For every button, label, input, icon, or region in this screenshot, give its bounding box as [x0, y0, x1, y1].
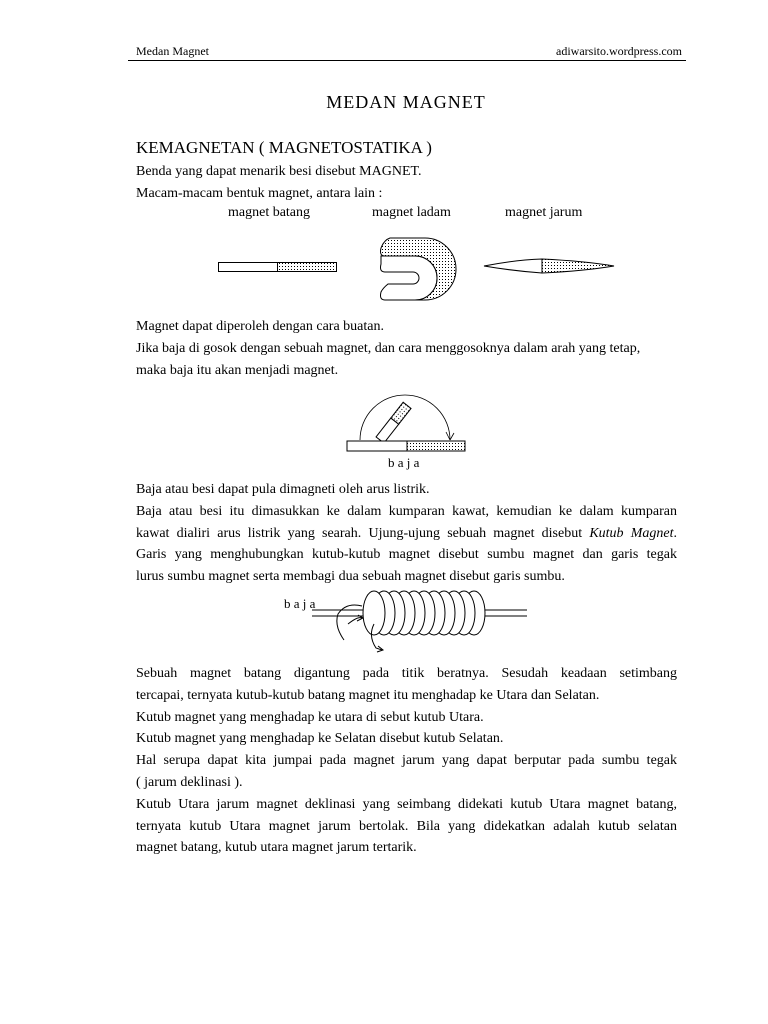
making-line-1: Magnet dapat diperoleh dengan cara buatan.	[136, 319, 385, 334]
section-heading: KEMAGNETAN ( MAGNETOSTATIKA )	[136, 138, 432, 157]
bar-magnet-figure	[218, 262, 338, 274]
electric-line-4: Garis yang menghubungkan kutub-kutub magnet disebut sumbu magnet dan garis tegak	[136, 547, 677, 563]
label-bar-magnet: magnet batang	[228, 205, 311, 220]
page-title: MEDAN MAGNET	[326, 92, 486, 112]
making-line-3: maka baja itu akan menjadi magnet.	[136, 362, 339, 378]
poles-line-2: tercapai, ternyata kutub-kutub batang magnet itu menghadap ke Utara dan Selatan.	[136, 687, 600, 703]
intro-paragraph	[136, 161, 677, 205]
label-rubbing-baja: b a j a	[388, 455, 420, 470]
poles-line-7: Kutub Utara jarum magnet deklinasi yang seimbang didekati kutub Utara magnet batang,	[136, 796, 677, 812]
poles-line-8: ternyata kutub Utara magnet jarum bertolak. Bila yang didekatkan adalah kutub selatan	[136, 818, 677, 834]
poles-line-4: Kutub magnet yang menghadap ke Selatan disebut kutub Selatan.	[136, 731, 504, 747]
electric-line-3-text: kawat dialiri arus listrik yang searah. Ujung-ujung sebuah magnet disebut	[136, 525, 590, 541]
rubbing-figure	[346, 388, 468, 454]
poles-paragraph	[136, 663, 677, 859]
page-header	[128, 44, 686, 61]
horseshoe-magnet-figure	[375, 236, 459, 308]
needle-magnet-figure	[484, 258, 616, 278]
kutub-magnet-term: Kutub Magnet	[589, 525, 674, 541]
coil-figure	[312, 588, 532, 658]
intro-line-1: Benda yang dapat menarik besi disebut MAGNET.	[136, 164, 422, 179]
poles-line-3: Kutub magnet yang menghadap ke utara di sebut kutub Utara.	[136, 709, 484, 725]
label-horseshoe-magnet: magnet ladam	[372, 205, 451, 220]
electric-line-5: lurus sumbu magnet serta membagi dua sebuah magnet disebut garis sumbu.	[136, 569, 565, 585]
electric-line-2: Baja atau besi itu dimasukkan ke dalam kumparan kawat, kemudian ke dalam kumparan	[136, 503, 677, 519]
electric-line-1: Baja atau besi dapat pula dimagneti oleh arus listrik.	[136, 482, 430, 497]
poles-line-6: ( jarum deklinasi ).	[136, 774, 243, 790]
electric-paragraph	[136, 479, 677, 588]
electric-line-3	[136, 523, 677, 545]
poles-line-1: Sebuah magnet batang digantung pada titik beratnya. Sesudah keadaan setimbang	[136, 666, 677, 681]
intro-line-2: Macam-macam bentuk magnet, antara lain :	[136, 185, 383, 201]
label-coil-baja: b a j a	[284, 596, 316, 611]
label-needle-magnet: magnet jarum	[505, 205, 583, 220]
making-paragraph	[136, 316, 677, 381]
making-line-2: Jika baja di gosok dengan sebuah magnet, dan cara menggosoknya dalam arah yang tetap,	[136, 340, 641, 356]
poles-line-9: magnet batang, kutub utara magnet jarum tertarik.	[136, 840, 417, 856]
poles-line-5: Hal serupa dapat kita jumpai pada magnet jarum yang dapat berputar pada sumbu tegak	[136, 753, 677, 769]
header-left-text: Medan Magnet	[136, 44, 209, 58]
electric-line-3-end: .	[673, 525, 677, 541]
header-right-text: adiwarsito.wordpress.com	[556, 44, 682, 58]
